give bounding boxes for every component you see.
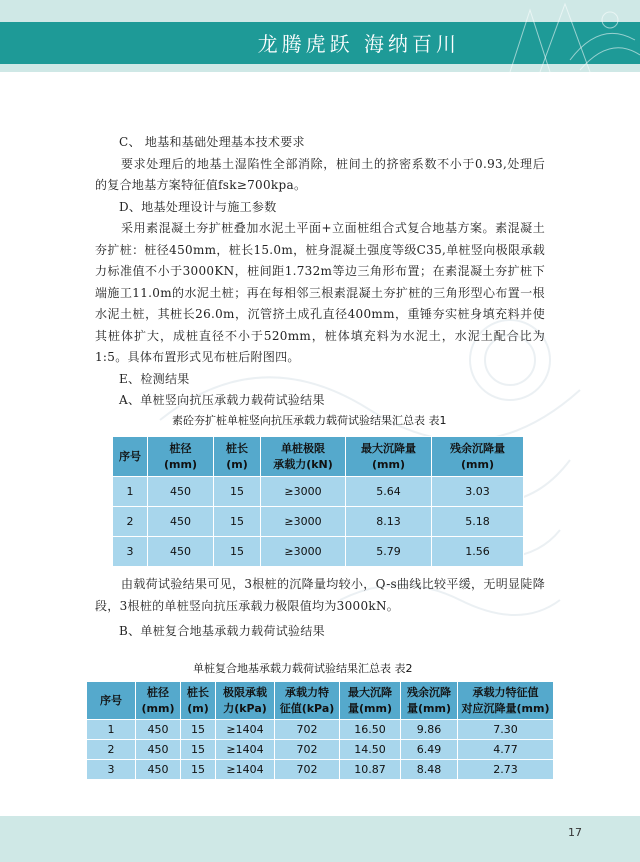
table-cell: 10.87: [340, 760, 401, 780]
table-cell: 5.18: [432, 507, 524, 537]
table-cell: 450: [136, 740, 181, 760]
table-cell: 7.30: [458, 720, 554, 740]
table-cell: ≥3000: [261, 477, 346, 507]
table1-header-cell: 单桩极限 承载力(kN): [261, 437, 346, 477]
heading-c: C、 地基和基础处理基本技术要求: [119, 135, 305, 149]
result-area: [95, 574, 545, 643]
content-area: [95, 132, 545, 412]
table1-header-cell: 序号: [113, 437, 148, 477]
table-cell: 14.50: [340, 740, 401, 760]
table2-header-cell: 承载力特征值 对应沉降量(mm): [458, 682, 554, 720]
table2-header-cell: 序号: [87, 682, 136, 720]
table-cell: 16.50: [340, 720, 401, 740]
table-cell: 6.49: [401, 740, 458, 760]
table-cell: 702: [275, 720, 340, 740]
table-cell: 702: [275, 740, 340, 760]
table-cell: 450: [148, 507, 214, 537]
table-cell: 3.03: [432, 477, 524, 507]
table-row: [87, 740, 554, 760]
table2: [86, 681, 554, 780]
table-cell: 15: [181, 760, 216, 780]
table-cell: 2.73: [458, 760, 554, 780]
table1-header-cell: 桩径 (mm): [148, 437, 214, 477]
table-row: [113, 537, 524, 567]
table-cell: ≥1404: [216, 760, 275, 780]
table1-header-cell: 残余沉降量 (mm): [432, 437, 524, 477]
table-row: [87, 720, 554, 740]
table-cell: 1.56: [432, 537, 524, 567]
table-cell: 450: [136, 760, 181, 780]
table-cell: 450: [136, 720, 181, 740]
table-cell: ≥1404: [216, 740, 275, 760]
table-cell: ≥3000: [261, 537, 346, 567]
table-cell: 15: [214, 537, 261, 567]
table-cell: 3: [113, 537, 148, 567]
table-cell: 15: [181, 720, 216, 740]
heading-d: D、地基处理设计与施工参数: [119, 199, 277, 214]
page-header: [0, 0, 640, 72]
table2-header-cell: 桩长 (m): [181, 682, 216, 720]
table-cell: 4.77: [458, 740, 554, 760]
table2-header-cell: 承载力特 征值(kPa): [275, 682, 340, 720]
header-decoration-icon: [470, 0, 640, 72]
table-cell: 2: [113, 507, 148, 537]
table-cell: 15: [214, 477, 261, 507]
table-row: [113, 507, 524, 537]
paragraph-result: 由载荷试验结果可见，3根桩的沉降量均较小，Q-s曲线比较平缓，无明显陡降段，3根桩的单桩竖向抗压承载力极限值均为3000kN。: [95, 577, 545, 613]
heading-a: A、单桩竖向抗压承载力载荷试验结果: [119, 393, 325, 407]
page-number: 17: [568, 826, 582, 839]
table-row: [87, 760, 554, 780]
table1-header-cell: 最大沉降量 (mm): [346, 437, 432, 477]
table-cell: 5.64: [346, 477, 432, 507]
table-cell: 450: [148, 537, 214, 567]
header-slogan: 龙腾虎跃 海纳百川: [257, 32, 460, 56]
table1: [112, 436, 524, 567]
table-cell: ≥3000: [261, 507, 346, 537]
table1-header-cell: 桩长 (m): [214, 437, 261, 477]
table-cell: 8.48: [401, 760, 458, 780]
table2-header-cell: 最大沉降 量(mm): [340, 682, 401, 720]
table2-header-cell: 残余沉降 量(mm): [401, 682, 458, 720]
table-cell: 702: [275, 760, 340, 780]
table1-caption: 素砼夯扩桩单桩竖向抗压承载力载荷试验结果汇总表 表1: [172, 414, 447, 427]
table-cell: 2: [87, 740, 136, 760]
table-cell: 3: [87, 760, 136, 780]
paragraph-c-body: 要求处理后的地基土湿陷性全部消除，桩间土的挤密系数不小于0.93,处理后的复合地基方案特征值fsk≥700kpa。: [95, 156, 545, 192]
table-row: [113, 477, 524, 507]
table-cell: 15: [181, 740, 216, 760]
table-cell: 15: [214, 507, 261, 537]
table2-header-cell: 极限承载 力(kPa): [216, 682, 275, 720]
table1-header-row: [113, 437, 524, 477]
table-cell: ≥1404: [216, 720, 275, 740]
table-cell: 450: [148, 477, 214, 507]
paragraph-d-body: 采用素混凝土夯扩桩叠加水泥土平面+立面桩组合式复合地基方案。素混凝土夯扩桩：桩径450mm，桩长15.0m，桩身混凝土强度等级C35,单桩竖向极限承载力标准值不小于3000KN，桩间距1.732m等边三角形布置；在素混凝土夯扩桩下端施工11.0m的水泥土桩；再在每相邻三根素混凝土夯扩桩的三角形型心布置一根水泥土桩，其桩长26.0m，沉管挤土成孔直径400mm，重锤夯实桩身填充料并使其桩体扩大，成桩直径不小于520mm，桩体填充料为水泥土，水泥土配合比为1:5。具体布置形式见布桩后附图四。: [95, 221, 545, 364]
page-footer: [0, 816, 640, 862]
table-cell: 5.79: [346, 537, 432, 567]
heading-b: B、单桩复合地基承载力载荷试验结果: [119, 624, 325, 638]
table-cell: 1: [87, 720, 136, 740]
table-cell: 9.86: [401, 720, 458, 740]
heading-e: E、检测结果: [119, 371, 190, 386]
table-cell: 8.13: [346, 507, 432, 537]
table2-caption: 单桩复合地基承载力载荷试验结果汇总表 表2: [193, 662, 413, 675]
table2-header-cell: 桩径 (mm): [136, 682, 181, 720]
table2-header-row: [87, 682, 554, 720]
table-cell: 1: [113, 477, 148, 507]
